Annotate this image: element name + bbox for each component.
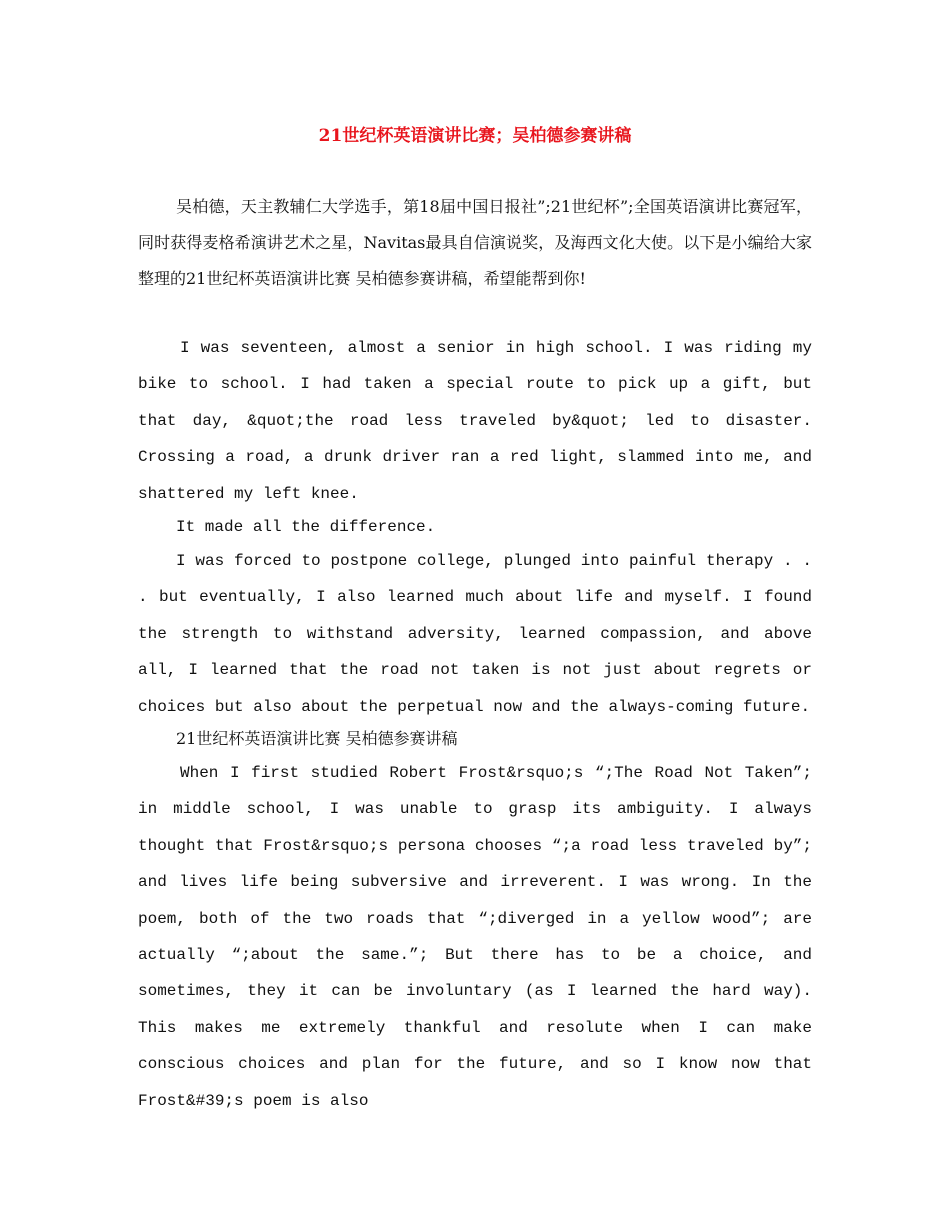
paragraph-3: I was forced to postpone college, plunged into painful therapy . . . but eventually, I also learned much about life and myself. I found the strength to withstand adversity, learned compassion, and above all, I learned that the road not taken is not just about regrets or choices but also about the perpetual now and the always-coming future. (138, 552, 812, 716)
subheading: 21世纪杯英语演讲比赛 吴柏德参赛讲稿 (176, 729, 458, 748)
paragraph-4: When I first studied Robert Frost&rsquo;s “;The Road Not Taken”; in middle school, I was unable to grasp its ambiguity. I always thought that Frost&rsquo;s persona chooses “;a road less traveled by”; and lives life being subversive and irreverent. I was wrong. In the poem, both of the two roads that “;diverged in a yellow wood”; are actually “;about the same.”; But there has to be a choice, and sometimes, they it can be involuntary (as I learned the hard way). This makes me extremely thankful and resolute when I can make conscious choices and plan for the future, and so I know now that Frost&#39;s poem is also (138, 764, 812, 1110)
page-title: 21世纪杯英语演讲比赛；吴柏德参赛讲稿 (318, 126, 632, 146)
paragraph-1: I was seventeen, almost a senior in high school. I was riding my bike to school. I had taken a special route to pick up a gift, but that day, &quot;the road less traveled by&quot; led to disaster. Crossing a road, a drunk driver ran a red light, slammed into me, and shattered my left knee. (138, 339, 812, 503)
intro-paragraph: 吴柏德，天主教辅仁大学选手，第18届中国日报社”;21世纪杯”;全国英语演讲比赛冠军，同时获得麦格希演讲艺术之星，Navitas最具自信演说奖，及海西文化大使。以下是小编给大家整理的21世纪杯英语演讲比赛 吴柏德参赛讲稿，希望能帮到你! (138, 197, 812, 288)
paragraph-2: It made all the difference. (176, 518, 436, 536)
